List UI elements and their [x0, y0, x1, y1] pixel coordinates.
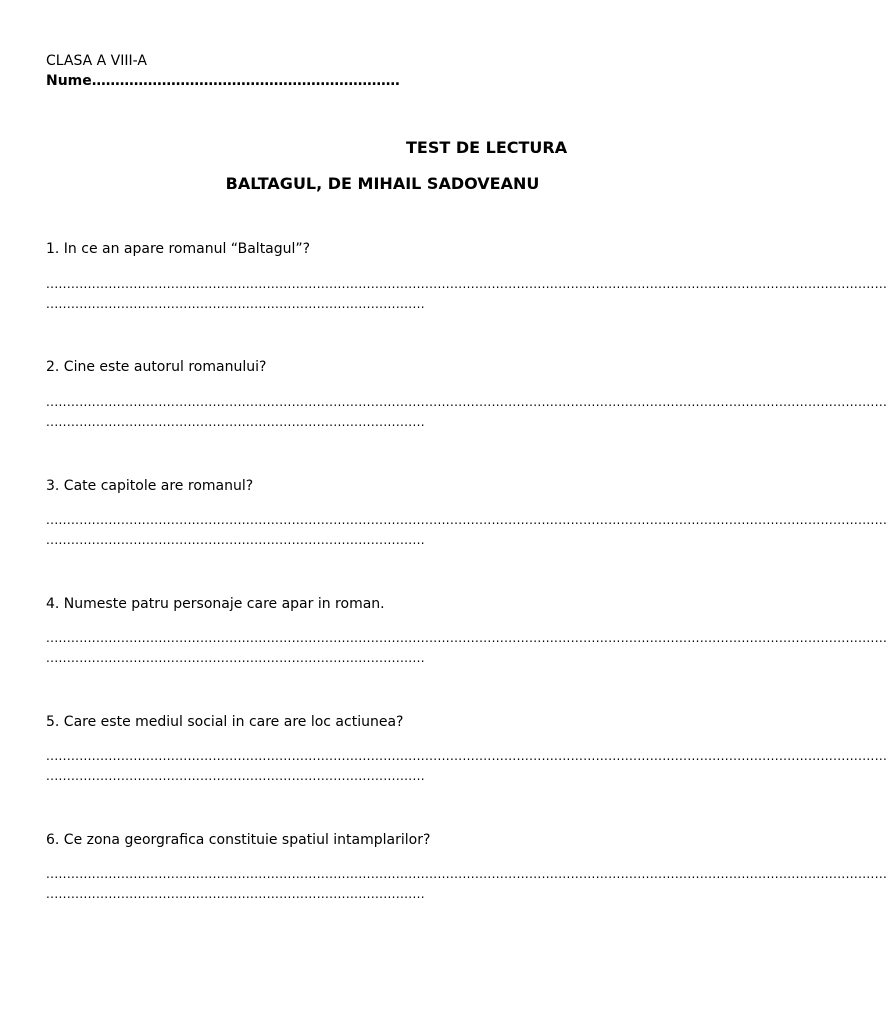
answer-line-3a: ..........................................................................................................................................................................................................: [46, 513, 887, 527]
answer-line-6b: ...........................................................................................: [46, 887, 425, 901]
answer-line-2a: ..........................................................................................................................................................................................................: [46, 395, 887, 409]
answer-line-4a: ..........................................................................................................................................................................................................: [46, 631, 887, 645]
answer-line-4b: ...........................................................................................: [46, 651, 425, 665]
question-6: 6. Ce zona georgrafica constituie spatiul intamplarilor?: [46, 832, 431, 848]
answer-line-2b: ...........................................................................................: [46, 415, 425, 429]
test-subtitle: BALTAGUL, DE MIHAIL SADOVEANU: [225, 174, 540, 193]
answer-line-6a: ..........................................................................................................................................................................................................: [46, 867, 887, 881]
class-label: CLASA A VIII-A: [46, 53, 147, 69]
answer-line-5b: ...........................................................................................: [46, 769, 425, 783]
question-1: 1. In ce an apare romanul “Baltagul”?: [46, 241, 311, 257]
question-3: 3. Cate capitole are romanul?: [46, 478, 254, 494]
answer-line-1b: ...........................................................................................: [46, 297, 425, 311]
question-2: 2. Cine este autorul romanului?: [46, 359, 267, 375]
question-4: 4. Numeste patru personaje care apar in roman.: [46, 596, 385, 612]
name-field: Nume…………………………………………………………: [46, 73, 400, 89]
question-5: 5. Care este mediul social in care are loc actiunea?: [46, 714, 404, 730]
answer-line-5a: ..........................................................................................................................................................................................................: [46, 749, 887, 763]
answer-line-3b: ...........................................................................................: [46, 533, 425, 547]
answer-line-1a: ..........................................................................................................................................................................................................: [46, 277, 887, 291]
test-title: TEST DE LECTURA: [406, 138, 568, 157]
